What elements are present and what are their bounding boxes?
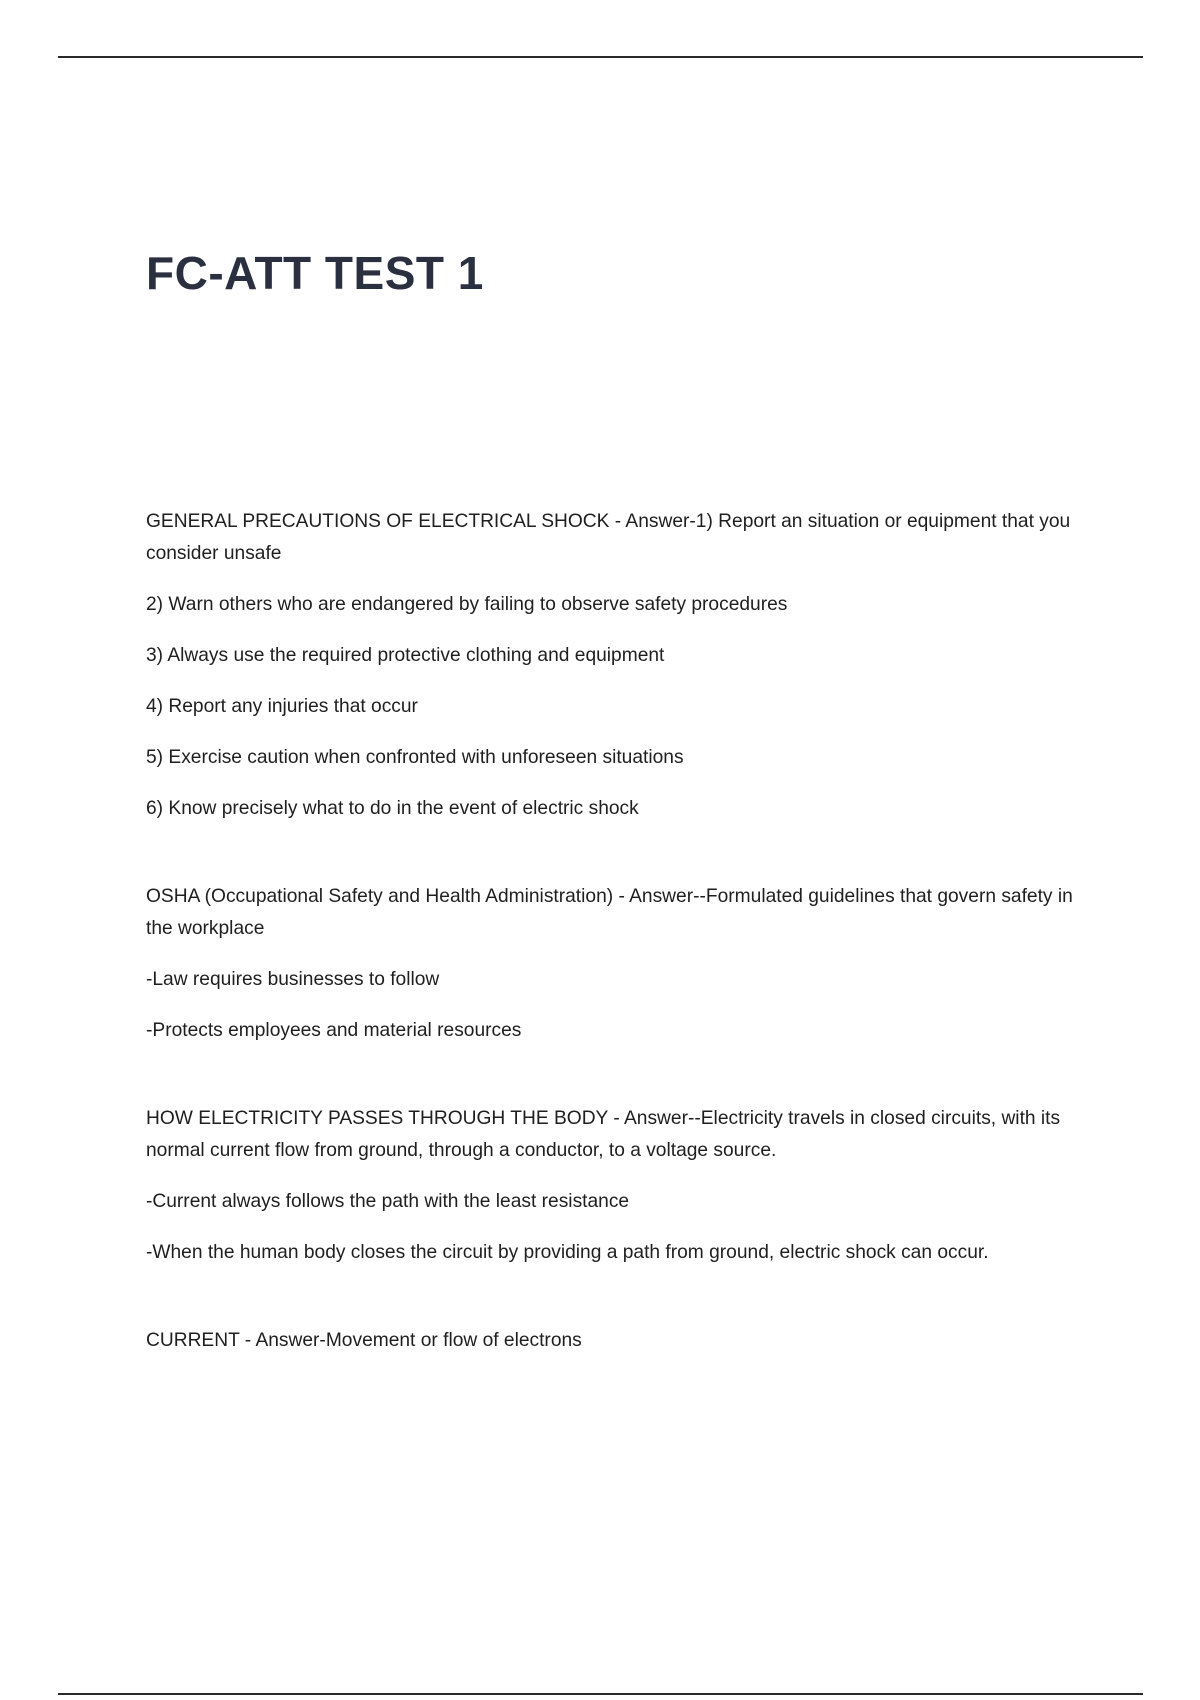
qa-entry-general-precautions	[146, 506, 1086, 825]
qa-entry-current	[146, 1325, 1086, 1357]
qa-entry-electricity-body	[146, 1103, 1086, 1269]
qa-entry-osha	[146, 881, 1086, 1047]
answer-line: 5) Exercise caution when confronted with unforeseen situations	[146, 747, 684, 768]
answer-line: GENERAL PRECAUTIONS OF ELECTRICAL SHOCK - Answer-1) Report an situation or equipment that you consider unsafe	[146, 511, 1071, 564]
page-title: FC-ATT TEST 1	[146, 247, 484, 299]
answer-line: 6) Know precisely what to do in the event of electric shock	[146, 798, 639, 819]
answer-line: 3) Always use the required protective clothing and equipment	[146, 645, 665, 666]
footer-rule	[58, 1693, 1143, 1695]
answer-line: 2) Warn others who are endangered by failing to observe safety procedures	[146, 594, 788, 615]
answer-line: CURRENT - Answer-Movement or flow of electrons	[146, 1330, 582, 1351]
answer-line: -When the human body closes the circuit by providing a path from ground, electric shock can occur.	[146, 1242, 989, 1263]
answer-line: OSHA (Occupational Safety and Health Administration) - Answer--Formulated guidelines that govern safety in the workplace	[146, 886, 1073, 939]
answer-line: 4) Report any injuries that occur	[146, 696, 418, 717]
header-rule	[58, 56, 1143, 58]
answer-line: -Law requires businesses to follow	[146, 969, 440, 990]
answer-line: -Current always follows the path with the least resistance	[146, 1191, 630, 1212]
document-body	[146, 506, 1086, 1357]
answer-line: -Protects employees and material resources	[146, 1020, 522, 1041]
answer-line: HOW ELECTRICITY PASSES THROUGH THE BODY - Answer--Electricity travels in closed circuits, with its normal current flow from ground, through a conductor, to a voltage source.	[146, 1108, 1061, 1161]
